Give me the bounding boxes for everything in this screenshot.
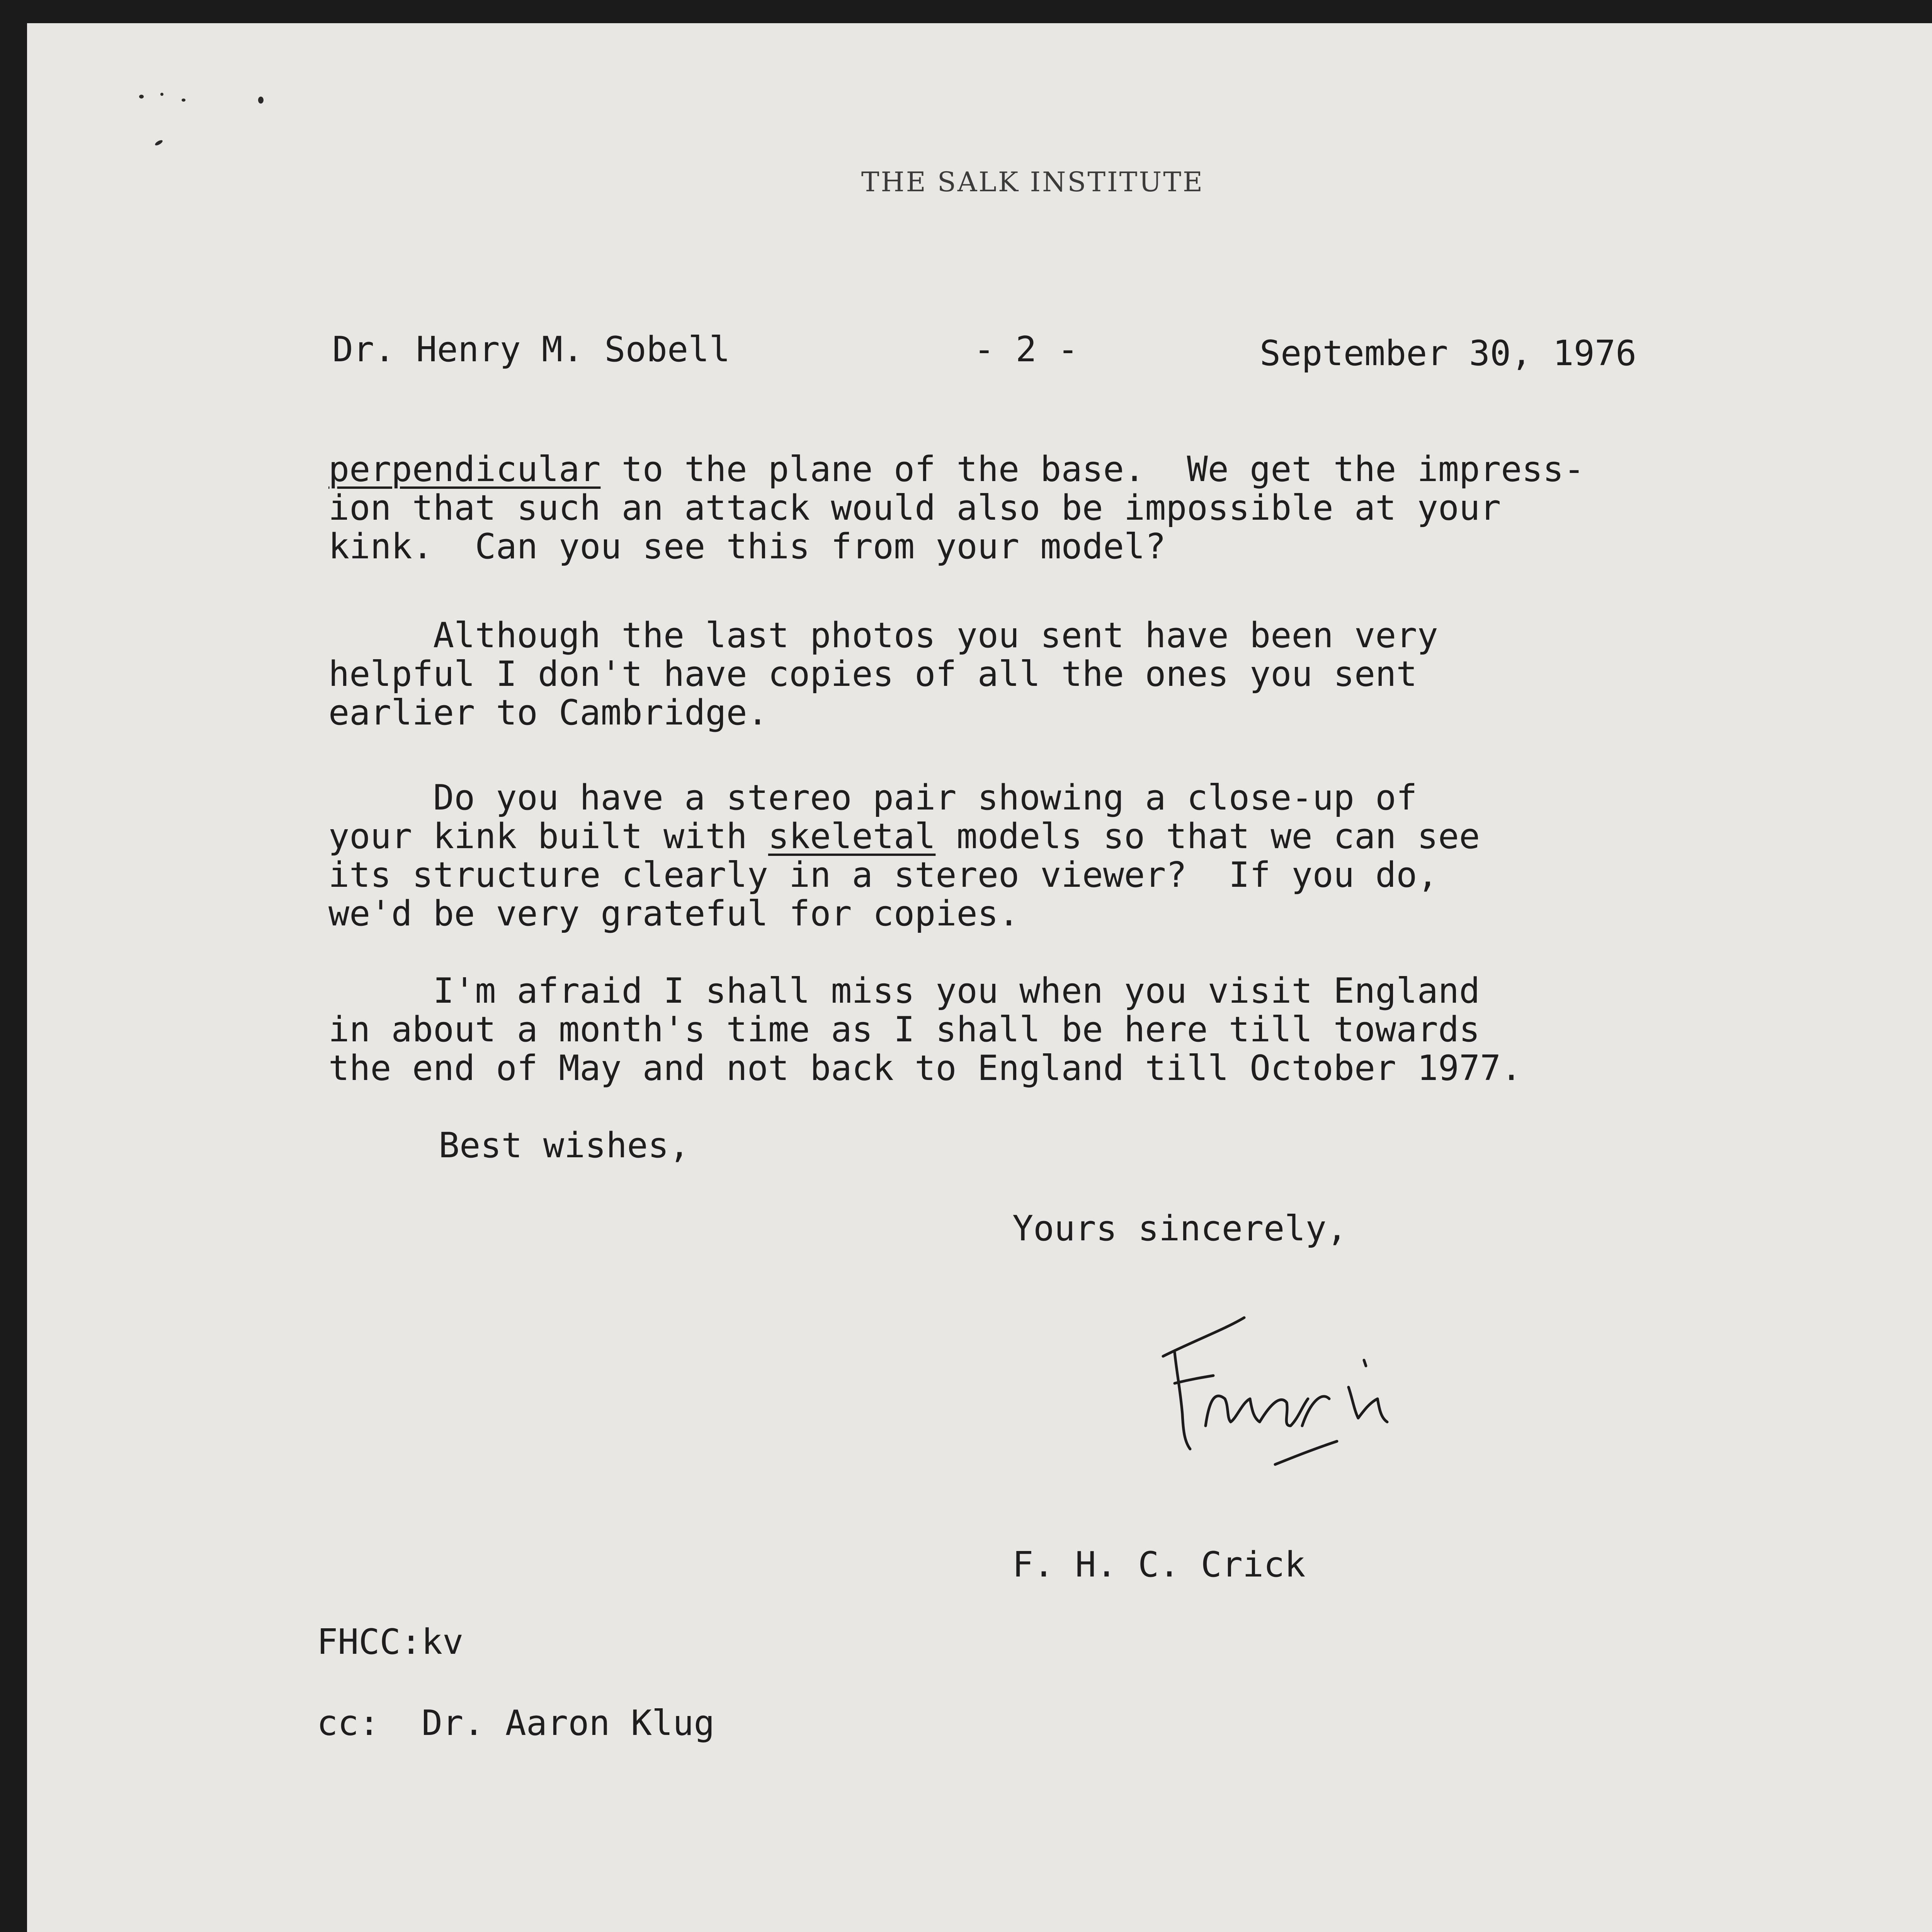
valediction: Yours sincerely, [1012,1208,1347,1249]
paragraph-line: the end of May and not back to England till October 1977. [328,1048,1522,1088]
paragraph-line: Do you have a stereo pair showing a close-up of [328,777,1417,818]
paragraph-line: helpful I don't have copies of all the ones you sent [328,654,1417,694]
paragraph-2 [328,616,1438,732]
underlined-word: skeletal [768,816,936,857]
paragraph-line: we'd be very grateful for copies. [328,893,1020,934]
header-page-number: - 2 - [974,329,1078,370]
paragraph-1 [328,450,1585,566]
paragraph-line: your kink built with skeletal models so that we can see [328,816,1480,857]
closing: Best wishes, [439,1125,690,1166]
paragraph-line: earlier to Cambridge. [328,692,768,733]
header-date: September 30, 1976 [1260,333,1637,374]
paper-speck [139,95,144,99]
paragraph-line: perpendicular to the plane of the base. We get the impress- [328,449,1585,490]
paragraph-line: in about a month's time as I shall be here till towards [328,1009,1480,1050]
cc-label: cc: [317,1703,380,1743]
header-recipient: Dr. Henry M. Sobell [332,329,730,370]
paper-speck [160,93,163,96]
typist-initials: FHCC:kv [317,1622,464,1662]
paper-speck [154,139,163,146]
underlined-word: perpendicular [328,449,601,490]
paper-speck [258,97,264,104]
letter-page [27,23,1932,1932]
paragraph-line: kink. Can you see this from your model? [328,526,1166,567]
paragraph-line: I'm afraid I shall miss you when you visit England [328,971,1480,1011]
cc-name: Dr. Aaron Klug [421,1703,715,1743]
paragraph-line: ion that such an attack would also be impossible at your [328,488,1501,528]
signer-name: F. H. C. Crick [1012,1544,1306,1585]
paragraph-line: its structure clearly in a stereo viewer? If you do, [328,855,1438,895]
paragraph-4 [328,972,1522,1088]
cc-line [317,1704,715,1743]
paragraph-3 [328,779,1480,933]
paper-speck [182,99,185,102]
paragraph-line: Although the last photos you sent have been very [328,615,1438,656]
handwritten-signature [1148,1302,1418,1503]
letterhead: THE SALK INSTITUTE [861,166,1204,198]
